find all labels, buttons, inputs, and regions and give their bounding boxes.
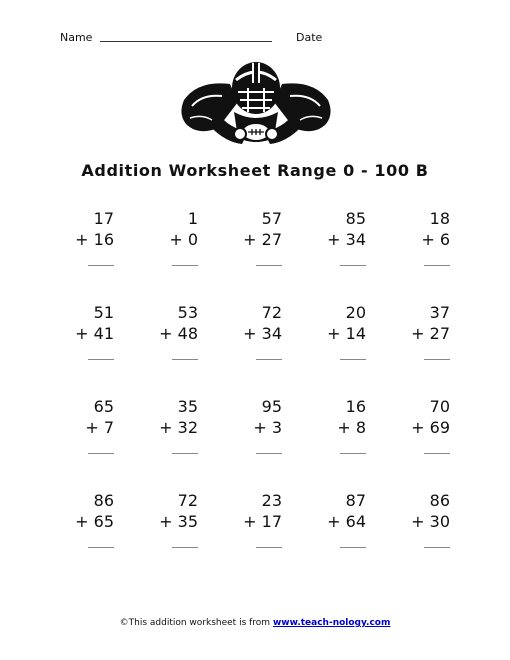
problem-grid	[62, 208, 462, 584]
name-label: Name	[60, 31, 93, 44]
addend-bottom: + 48	[159, 324, 198, 343]
worksheet-title: Addition Worksheet Range 0 - 100 B	[81, 161, 429, 180]
name-field	[60, 31, 272, 44]
answer-line[interactable]	[62, 532, 114, 553]
answer-line[interactable]	[230, 250, 282, 271]
answer-line[interactable]	[314, 532, 366, 553]
addend-top: 37	[429, 303, 450, 322]
addition-problem	[62, 396, 114, 459]
addend-top: 57	[261, 209, 282, 228]
date-label: Date	[296, 31, 323, 44]
addend-bottom: + 14	[327, 324, 366, 343]
addition-problem	[314, 396, 366, 459]
addend-bottom: + 64	[327, 512, 366, 531]
answer-line[interactable]	[62, 438, 114, 459]
addition-problem	[230, 302, 282, 365]
answer-line[interactable]	[146, 438, 198, 459]
addend-bottom: + 32	[159, 418, 198, 437]
addend-top: 16	[345, 397, 366, 416]
addition-problem	[314, 302, 366, 365]
addition-problem	[230, 208, 282, 271]
answer-line[interactable]	[62, 344, 114, 365]
answer-line[interactable]	[398, 438, 450, 459]
addend-top: 70	[429, 397, 450, 416]
addend-top: 1	[187, 209, 198, 228]
addition-problem	[146, 302, 198, 365]
addend-top: 72	[177, 491, 198, 510]
problem-row	[62, 490, 462, 584]
addend-top: 51	[93, 303, 114, 322]
addend-bottom: + 65	[75, 512, 114, 531]
addition-problem	[230, 490, 282, 553]
problem-row	[62, 208, 462, 302]
answer-line[interactable]	[398, 344, 450, 365]
addition-problem	[62, 490, 114, 553]
addend-top: 18	[429, 209, 450, 228]
addend-bottom: + 0	[169, 230, 198, 249]
addend-top: 85	[345, 209, 366, 228]
name-blank-line	[100, 31, 272, 42]
addend-bottom: + 35	[159, 512, 198, 531]
answer-line[interactable]	[314, 250, 366, 271]
answer-line[interactable]	[398, 250, 450, 271]
footer-link[interactable]: www.teach-nology.com	[272, 618, 391, 628]
addition-problem	[314, 490, 366, 553]
addend-bottom: + 6	[421, 230, 450, 249]
addition-problem	[398, 302, 450, 365]
addition-problem	[146, 208, 198, 271]
addition-problem	[314, 208, 366, 271]
addend-bottom: + 3	[253, 418, 282, 437]
answer-line[interactable]	[62, 250, 114, 271]
addition-problem	[62, 302, 114, 365]
addend-top: 20	[345, 303, 366, 322]
addition-problem	[398, 208, 450, 271]
footer-credit	[0, 618, 510, 628]
addend-top: 95	[261, 397, 282, 416]
football-player-icon	[178, 58, 334, 150]
addend-bottom: + 16	[75, 230, 114, 249]
addend-top: 23	[261, 491, 282, 510]
answer-line[interactable]	[314, 344, 366, 365]
addition-problem	[398, 396, 450, 459]
addition-problem	[398, 490, 450, 553]
addend-top: 87	[345, 491, 366, 510]
addition-problem	[146, 490, 198, 553]
addend-top: 53	[177, 303, 198, 322]
answer-line[interactable]	[314, 438, 366, 459]
answer-line[interactable]	[398, 532, 450, 553]
addend-bottom: + 27	[243, 230, 282, 249]
answer-line[interactable]	[230, 532, 282, 553]
addend-bottom: + 30	[411, 512, 450, 531]
addend-top: 86	[429, 491, 450, 510]
answer-line[interactable]	[146, 250, 198, 271]
addend-bottom: + 17	[243, 512, 282, 531]
answer-line[interactable]	[230, 344, 282, 365]
addend-top: 65	[93, 397, 114, 416]
addend-bottom: + 34	[243, 324, 282, 343]
footer-text: ©This addition worksheet is from	[119, 618, 271, 628]
addition-problem	[62, 208, 114, 271]
addend-bottom: + 34	[327, 230, 366, 249]
problem-row	[62, 396, 462, 490]
date-field	[296, 31, 322, 44]
addend-top: 17	[93, 209, 114, 228]
addition-problem	[230, 396, 282, 459]
addition-problem	[146, 396, 198, 459]
answer-line[interactable]	[230, 438, 282, 459]
addend-top: 72	[261, 303, 282, 322]
answer-line[interactable]	[146, 532, 198, 553]
addend-top: 86	[93, 491, 114, 510]
addend-bottom: + 69	[411, 418, 450, 437]
addend-bottom: + 8	[337, 418, 366, 437]
answer-line[interactable]	[146, 344, 198, 365]
addend-bottom: + 27	[411, 324, 450, 343]
addend-bottom: + 41	[75, 324, 114, 343]
addend-bottom: + 7	[85, 418, 114, 437]
addend-top: 35	[177, 397, 198, 416]
problem-row	[62, 302, 462, 396]
